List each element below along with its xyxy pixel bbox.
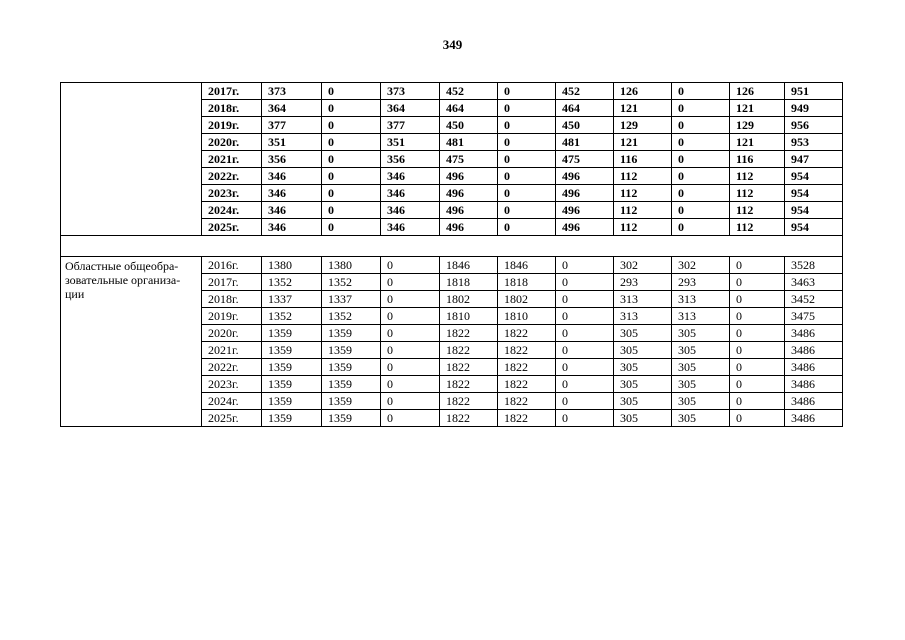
year-cell: 2018г. (202, 291, 262, 308)
value-cell: 1822 (498, 325, 556, 342)
value-cell: 1359 (262, 393, 322, 410)
value-cell: 450 (556, 117, 614, 134)
value-cell: 954 (785, 202, 843, 219)
value-cell: 0 (322, 219, 381, 236)
value-cell: 313 (614, 308, 672, 325)
value-cell: 475 (440, 151, 498, 168)
year-cell: 2023г. (202, 185, 262, 202)
value-cell: 0 (730, 376, 785, 393)
value-cell: 1802 (440, 291, 498, 308)
value-cell: 1337 (262, 291, 322, 308)
value-cell: 496 (440, 185, 498, 202)
value-cell: 112 (614, 219, 672, 236)
value-cell: 0 (381, 274, 440, 291)
value-cell: 1822 (440, 393, 498, 410)
value-cell: 464 (440, 100, 498, 117)
value-cell: 1359 (262, 410, 322, 427)
value-cell: 0 (672, 185, 730, 202)
value-cell: 3486 (785, 393, 843, 410)
value-cell: 302 (614, 257, 672, 274)
value-cell: 351 (262, 134, 322, 151)
value-cell: 1359 (322, 359, 381, 376)
value-cell: 496 (440, 202, 498, 219)
value-cell: 1337 (322, 291, 381, 308)
value-cell: 346 (262, 202, 322, 219)
value-cell: 954 (785, 168, 843, 185)
value-cell: 121 (614, 134, 672, 151)
value-cell: 305 (614, 376, 672, 393)
year-cell: 2024г. (202, 393, 262, 410)
value-cell: 302 (672, 257, 730, 274)
value-cell: 0 (730, 359, 785, 376)
year-cell: 2019г. (202, 308, 262, 325)
value-cell: 293 (672, 274, 730, 291)
value-cell: 0 (322, 185, 381, 202)
year-cell: 2022г. (202, 168, 262, 185)
value-cell: 373 (262, 83, 322, 100)
value-cell: 356 (262, 151, 322, 168)
value-cell: 0 (730, 342, 785, 359)
value-cell: 112 (730, 168, 785, 185)
value-cell: 0 (672, 202, 730, 219)
value-cell: 0 (498, 83, 556, 100)
value-cell: 1802 (498, 291, 556, 308)
value-cell: 121 (614, 100, 672, 117)
value-cell: 1359 (262, 342, 322, 359)
value-cell: 313 (614, 291, 672, 308)
year-cell: 2024г. (202, 202, 262, 219)
organization-label-cell (61, 83, 202, 236)
value-cell: 0 (498, 134, 556, 151)
value-cell: 464 (556, 100, 614, 117)
value-cell: 0 (322, 134, 381, 151)
value-cell: 346 (262, 185, 322, 202)
value-cell: 496 (556, 202, 614, 219)
value-cell: 0 (556, 308, 614, 325)
value-cell: 356 (381, 151, 440, 168)
value-cell: 0 (498, 168, 556, 185)
value-cell: 0 (672, 151, 730, 168)
value-cell: 305 (614, 410, 672, 427)
value-cell: 951 (785, 83, 843, 100)
value-cell: 3528 (785, 257, 843, 274)
value-cell: 0 (730, 393, 785, 410)
value-cell: 0 (381, 410, 440, 427)
value-cell: 0 (381, 393, 440, 410)
value-cell: 313 (672, 308, 730, 325)
value-cell: 305 (672, 376, 730, 393)
value-cell: 0 (672, 219, 730, 236)
value-cell: 1846 (498, 257, 556, 274)
value-cell: 1359 (322, 342, 381, 359)
year-cell: 2019г. (202, 117, 262, 134)
value-cell: 0 (498, 117, 556, 134)
value-cell: 496 (556, 168, 614, 185)
year-cell: 2025г. (202, 219, 262, 236)
value-cell: 0 (672, 117, 730, 134)
year-cell: 2023г. (202, 376, 262, 393)
value-cell: 126 (614, 83, 672, 100)
value-cell: 1822 (440, 410, 498, 427)
value-cell: 112 (614, 185, 672, 202)
value-cell: 481 (440, 134, 498, 151)
value-cell: 0 (672, 83, 730, 100)
year-cell: 2017г. (202, 274, 262, 291)
spacer-cell (61, 236, 843, 257)
value-cell: 0 (556, 325, 614, 342)
value-cell: 1818 (498, 274, 556, 291)
section-spacer-row (61, 236, 843, 257)
year-cell: 2020г. (202, 134, 262, 151)
value-cell: 496 (556, 219, 614, 236)
value-cell: 0 (322, 100, 381, 117)
value-cell: 0 (381, 325, 440, 342)
table-row (61, 257, 843, 274)
value-cell: 112 (614, 168, 672, 185)
year-cell: 2021г. (202, 342, 262, 359)
value-cell: 0 (730, 325, 785, 342)
value-cell: 305 (614, 359, 672, 376)
value-cell: 475 (556, 151, 614, 168)
value-cell: 0 (556, 393, 614, 410)
value-cell: 0 (381, 342, 440, 359)
value-cell: 1822 (498, 393, 556, 410)
value-cell: 0 (322, 117, 381, 134)
value-cell: 1352 (262, 274, 322, 291)
value-cell: 116 (614, 151, 672, 168)
value-cell: 346 (262, 219, 322, 236)
statistics-table (60, 82, 843, 427)
year-cell: 2022г. (202, 359, 262, 376)
value-cell: 305 (614, 325, 672, 342)
value-cell: 364 (262, 100, 322, 117)
value-cell: 953 (785, 134, 843, 151)
value-cell: 121 (730, 134, 785, 151)
value-cell: 1359 (262, 376, 322, 393)
value-cell: 305 (672, 359, 730, 376)
value-cell: 1359 (322, 393, 381, 410)
value-cell: 949 (785, 100, 843, 117)
value-cell: 0 (556, 342, 614, 359)
value-cell: 1818 (440, 274, 498, 291)
value-cell: 0 (556, 291, 614, 308)
value-cell: 481 (556, 134, 614, 151)
value-cell: 0 (381, 308, 440, 325)
value-cell: 346 (381, 168, 440, 185)
value-cell: 1822 (498, 410, 556, 427)
value-cell: 126 (730, 83, 785, 100)
value-cell: 313 (672, 291, 730, 308)
value-cell: 293 (614, 274, 672, 291)
value-cell: 956 (785, 117, 843, 134)
value-cell: 3486 (785, 359, 843, 376)
year-cell: 2020г. (202, 325, 262, 342)
value-cell: 305 (672, 325, 730, 342)
value-cell: 1352 (262, 308, 322, 325)
value-cell: 377 (381, 117, 440, 134)
year-cell: 2016г. (202, 257, 262, 274)
value-cell: 0 (381, 257, 440, 274)
value-cell: 346 (381, 219, 440, 236)
value-cell: 1352 (322, 274, 381, 291)
year-cell: 2018г. (202, 100, 262, 117)
page-number: 349 (442, 37, 463, 52)
value-cell: 1822 (440, 325, 498, 342)
value-cell: 129 (614, 117, 672, 134)
value-cell: 496 (440, 219, 498, 236)
value-cell: 1359 (262, 325, 322, 342)
value-cell: 0 (556, 274, 614, 291)
value-cell: 0 (322, 151, 381, 168)
value-cell: 0 (381, 291, 440, 308)
value-cell: 351 (381, 134, 440, 151)
value-cell: 1822 (440, 376, 498, 393)
year-cell: 2017г. (202, 83, 262, 100)
value-cell: 0 (322, 168, 381, 185)
value-cell: 1352 (322, 308, 381, 325)
value-cell: 305 (672, 393, 730, 410)
value-cell: 346 (381, 185, 440, 202)
value-cell: 954 (785, 219, 843, 236)
value-cell: 346 (262, 168, 322, 185)
value-cell: 1810 (498, 308, 556, 325)
value-cell: 305 (672, 342, 730, 359)
value-cell: 112 (730, 202, 785, 219)
value-cell: 116 (730, 151, 785, 168)
value-cell: 0 (498, 100, 556, 117)
value-cell: 0 (498, 202, 556, 219)
year-cell: 2021г. (202, 151, 262, 168)
value-cell: 121 (730, 100, 785, 117)
value-cell: 947 (785, 151, 843, 168)
value-cell: 450 (440, 117, 498, 134)
year-cell: 2025г. (202, 410, 262, 427)
value-cell: 1359 (262, 359, 322, 376)
value-cell: 373 (381, 83, 440, 100)
value-cell: 954 (785, 185, 843, 202)
value-cell: 1359 (322, 325, 381, 342)
value-cell: 1822 (498, 342, 556, 359)
value-cell: 0 (672, 100, 730, 117)
value-cell: 1822 (440, 359, 498, 376)
value-cell: 364 (381, 100, 440, 117)
value-cell: 0 (672, 134, 730, 151)
value-cell: 3452 (785, 291, 843, 308)
value-cell: 0 (556, 410, 614, 427)
value-cell: 1810 (440, 308, 498, 325)
value-cell: 3486 (785, 410, 843, 427)
value-cell: 3475 (785, 308, 843, 325)
value-cell: 0 (322, 202, 381, 219)
value-cell: 0 (381, 376, 440, 393)
value-cell: 0 (730, 257, 785, 274)
value-cell: 3463 (785, 274, 843, 291)
table-row (61, 83, 843, 100)
value-cell: 112 (730, 219, 785, 236)
value-cell: 0 (672, 168, 730, 185)
value-cell: 3486 (785, 325, 843, 342)
value-cell: 0 (730, 274, 785, 291)
value-cell: 346 (381, 202, 440, 219)
value-cell: 0 (730, 308, 785, 325)
value-cell: 129 (730, 117, 785, 134)
value-cell: 305 (614, 342, 672, 359)
value-cell: 496 (440, 168, 498, 185)
value-cell: 0 (730, 410, 785, 427)
value-cell: 1359 (322, 410, 381, 427)
value-cell: 452 (556, 83, 614, 100)
value-cell: 1822 (498, 376, 556, 393)
organization-label-cell: Областные общеобра-зовательные организа-ции (61, 257, 202, 427)
value-cell: 1822 (440, 342, 498, 359)
table-body (61, 83, 843, 427)
value-cell: 0 (730, 291, 785, 308)
value-cell: 112 (614, 202, 672, 219)
value-cell: 496 (556, 185, 614, 202)
value-cell: 305 (672, 410, 730, 427)
value-cell: 377 (262, 117, 322, 134)
value-cell: 1380 (262, 257, 322, 274)
value-cell: 1846 (440, 257, 498, 274)
value-cell: 0 (556, 359, 614, 376)
value-cell: 0 (556, 257, 614, 274)
value-cell: 3486 (785, 376, 843, 393)
value-cell: 0 (498, 185, 556, 202)
value-cell: 1359 (322, 376, 381, 393)
value-cell: 0 (556, 376, 614, 393)
value-cell: 305 (614, 393, 672, 410)
value-cell: 1380 (322, 257, 381, 274)
value-cell: 0 (498, 151, 556, 168)
value-cell: 0 (381, 359, 440, 376)
value-cell: 3486 (785, 342, 843, 359)
value-cell: 112 (730, 185, 785, 202)
value-cell: 0 (322, 83, 381, 100)
value-cell: 0 (498, 219, 556, 236)
value-cell: 452 (440, 83, 498, 100)
value-cell: 1822 (498, 359, 556, 376)
